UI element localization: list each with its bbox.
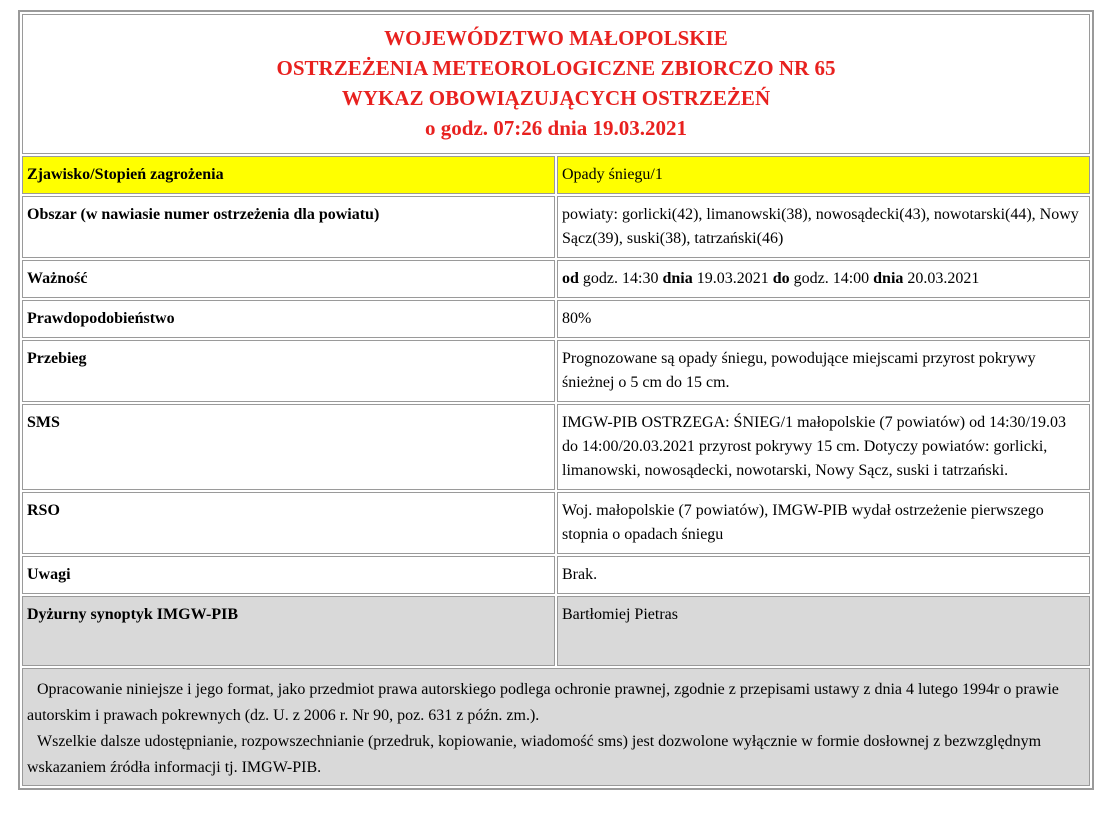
waznosc-od: od — [562, 270, 579, 287]
value-rso: Woj. małopolskie (7 powiatów), IMGW-PIB wydał ostrzeżenie pierwszego stopnia o opadach śniegu — [557, 492, 1090, 554]
value-waznosc — [557, 260, 1090, 298]
warning-document — [18, 10, 1094, 790]
document-header — [22, 14, 1090, 154]
waznosc-date-start: 19.03.2021 — [692, 270, 773, 287]
warning-table — [20, 12, 1092, 788]
value-synoptyk: Bartłomiej Pietras — [557, 596, 1090, 666]
row-uwagi — [22, 556, 1090, 594]
waznosc-do: do — [772, 270, 790, 287]
redistribution-paragraph: Wszelkie dalsze udostępnianie, rozpowszechnianie (przedruk, kopiowanie, wiadomość sms) jest dozwolone wyłącznie w formie dosłownej z bezwzględnym wskazaniem źródła informacji tj. IMGW-PIB. — [27, 733, 1042, 776]
row-prawdopodobienstwo — [22, 300, 1090, 338]
copyright-paragraph: Opracowanie niniejsze i jego format, jako przedmiot prawa autorskiego podlega ochronie prawnej, zgodnie z przepisami ustawy z dnia 4 lutego 1994r o prawie autorskim i prawach pokrewnych (dz. U. z 2006 r. Nr 90, poz. 631 z późn. zm.). — [27, 681, 1059, 724]
waznosc-dnia-end: dnia — [873, 270, 904, 287]
value-sms: IMGW-PIB OSTRZEGA: ŚNIEG/1 małopolskie (7 powiatów) od 14:30/19.03 do 14:00/20.03.2021 przyrost pokrywy 15 cm. Dotyczy powiatów: gorlicki, limanowski, nowosądecki, nowotarski, Nowy Sącz, suski i tatrzański. — [557, 404, 1090, 490]
header-region: WOJEWÓDZTWO MAŁOPOLSKIE — [384, 26, 728, 50]
value-prawdopodobienstwo: 80% — [557, 300, 1090, 338]
label-zjawisko: Zjawisko/Stopień zagrożenia — [22, 156, 555, 194]
value-przebieg: Prognozowane są opady śniegu, powodujące miejscami przyrost pokrywy śnieżnej o 5 cm do 15 cm. — [557, 340, 1090, 402]
value-zjawisko: Opady śniegu/1 — [557, 156, 1090, 194]
label-prawdopodobienstwo: Prawdopodobieństwo — [22, 300, 555, 338]
header-subtitle: WYKAZ OBOWIĄZUJĄCYCH OSTRZEŻEŃ — [341, 86, 771, 110]
label-waznosc: Ważność — [22, 260, 555, 298]
label-uwagi: Uwagi — [22, 556, 555, 594]
waznosc-dnia-start: dnia — [662, 270, 693, 287]
waznosc-date-end: 20.03.2021 — [903, 270, 980, 287]
label-sms: SMS — [22, 404, 555, 490]
value-obszar: powiaty: gorlicki(42), limanowski(38), nowosądecki(43), nowotarski(44), Nowy Sącz(39), suski(38), tatrzański(46) — [557, 196, 1090, 258]
value-uwagi: Brak. — [557, 556, 1090, 594]
copyright-notice — [22, 668, 1090, 786]
waznosc-godz-start: godz. 14:30 — [578, 270, 663, 287]
row-obszar — [22, 196, 1090, 258]
label-rso: RSO — [22, 492, 555, 554]
header-title: OSTRZEŻENIA METEOROLOGICZNE ZBIORCZO NR 65 — [276, 56, 836, 80]
row-rso — [22, 492, 1090, 554]
header-row — [22, 14, 1090, 154]
row-przebieg — [22, 340, 1090, 402]
waznosc-godz-end: godz. 14:00 — [789, 270, 874, 287]
row-zjawisko — [22, 156, 1090, 194]
row-synoptyk — [22, 596, 1090, 666]
row-waznosc — [22, 260, 1090, 298]
header-timestamp: o godz. 07:26 dnia 19.03.2021 — [425, 116, 687, 140]
row-sms — [22, 404, 1090, 490]
label-synoptyk: Dyżurny synoptyk IMGW-PIB — [22, 596, 555, 666]
label-przebieg: Przebieg — [22, 340, 555, 402]
label-obszar: Obszar (w nawiasie numer ostrzeżenia dla powiatu) — [22, 196, 555, 258]
footer-row — [22, 668, 1090, 786]
